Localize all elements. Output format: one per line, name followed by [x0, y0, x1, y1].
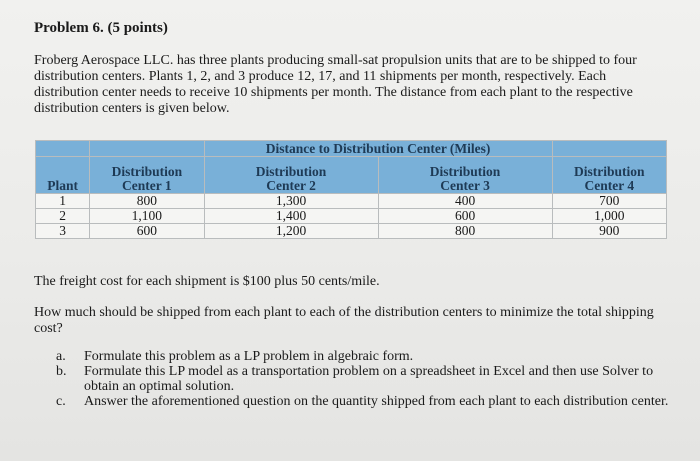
item-text: Formulate this problem as a LP problem in algebraic form.	[84, 349, 414, 364]
distance-cell: 600	[378, 209, 552, 224]
freight-cost-text: The freight cost for each shipment is $100 plus 50 cents/mile.	[34, 274, 380, 289]
dc-header: Distribution Center 1	[90, 157, 204, 194]
plant-cell: 3	[36, 224, 90, 239]
table-header-spacer	[90, 141, 204, 157]
table-header-spacer	[552, 141, 666, 157]
distance-cell: 1,100	[90, 209, 204, 224]
list-item	[34, 394, 674, 409]
distance-cell: 1,200	[204, 224, 378, 239]
distance-cell: 1,300	[204, 194, 378, 209]
table-row	[36, 209, 667, 224]
plant-cell: 2	[36, 209, 90, 224]
dc-header: Distribution Center 4	[552, 157, 666, 194]
item-text: Formulate this LP model as a transportation problem on a spreadsheet in Excel and then use Solver to obtain an optimal solution.	[84, 364, 654, 394]
distance-cell: 700	[552, 194, 666, 209]
distance-cell: 800	[378, 224, 552, 239]
list-item	[34, 349, 674, 364]
task-list	[34, 349, 674, 409]
distance-cell: 800	[90, 194, 204, 209]
distance-cell: 600	[90, 224, 204, 239]
plant-cell: 1	[36, 194, 90, 209]
group-header: Distance to Distribution Center (Miles)	[204, 141, 552, 157]
item-marker: a.	[56, 349, 66, 364]
distance-table	[35, 140, 667, 239]
distance-cell: 1,000	[552, 209, 666, 224]
distance-cell: 900	[552, 224, 666, 239]
table-header-spacer	[36, 141, 90, 157]
item-marker: c.	[56, 394, 66, 409]
table-row	[36, 224, 667, 239]
problem-intro: Froberg Aerospace LLC. has three plants producing small-sat propulsion units that are to be shipped to four distribution centers. Plants 1, 2, and 3 produce 12, 17, and 11 shipments per month, respectively. Each distribution center needs to receive 10 shipments per month. The distance from each plant to the respective distribution centers is given below.	[34, 53, 637, 116]
table-row	[36, 194, 667, 209]
problem-title: Problem 6. (5 points)	[34, 20, 168, 36]
distance-cell: 400	[378, 194, 552, 209]
item-text: Answer the aforementioned question on the quantity shipped from each plant to each distribution center.	[84, 394, 669, 409]
distance-cell: 1,400	[204, 209, 378, 224]
item-marker: b.	[56, 364, 67, 379]
dc-header: Distribution Center 2	[204, 157, 378, 194]
list-item	[34, 364, 674, 394]
question-text: How much should be shipped from each plant to each of the distribution centers to minimize the total shipping cost?	[34, 305, 654, 336]
dc-header: Distribution Center 3	[378, 157, 552, 194]
plant-header: Plant	[36, 157, 90, 194]
